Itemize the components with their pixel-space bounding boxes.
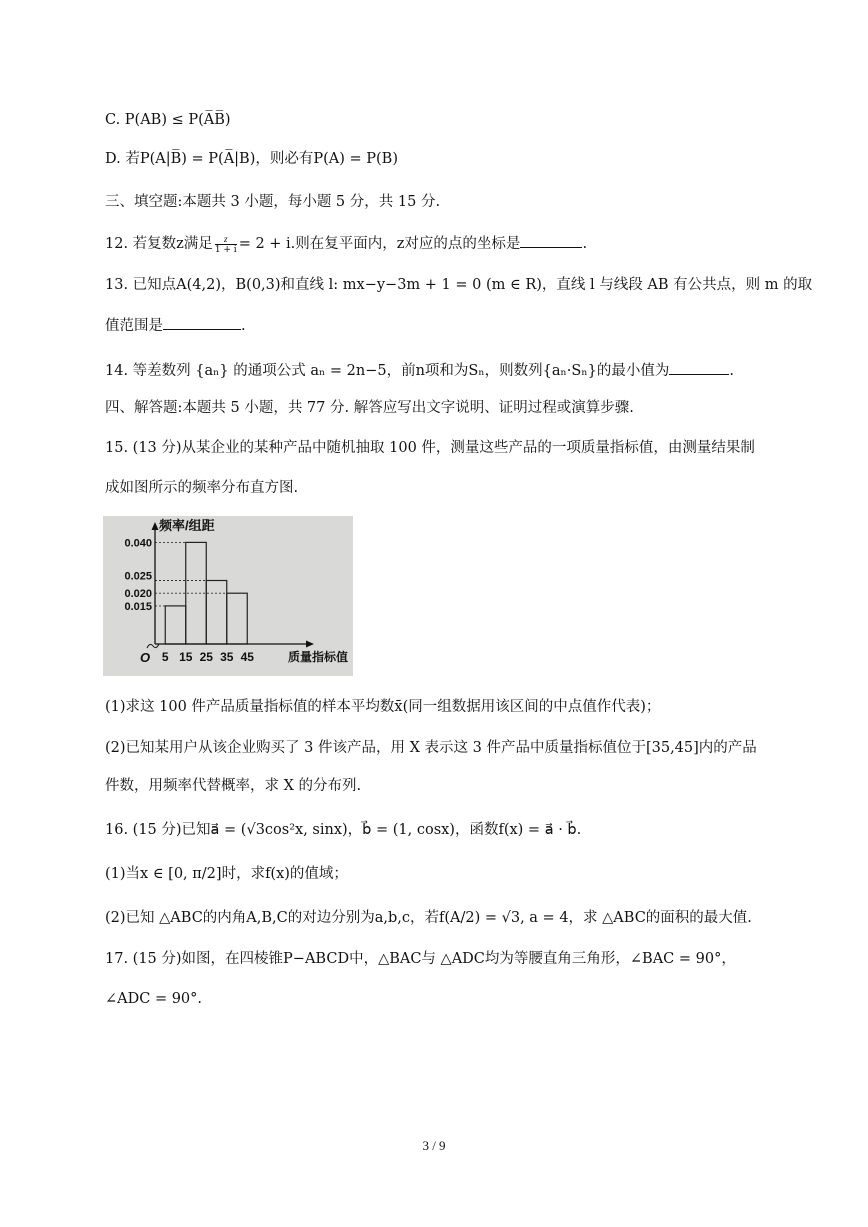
question-15-part1: (1)求这 100 件产品质量指标值的样本平均数x̄(同一组数据用该区间的中点值作代表)； bbox=[105, 699, 661, 715]
question-17-line2: ∠ADC = 90°. bbox=[105, 991, 203, 1007]
q14-text: 14. 等差数列 {aₙ} 的通项公式 aₙ = 2n−5，前n项和为Sₙ，则数列{aₙ·Sₙ}的最小值为 bbox=[105, 363, 670, 379]
q14-end: . bbox=[729, 363, 734, 379]
q12-frac-den: 1 + i bbox=[214, 244, 237, 255]
x-axis-arrow bbox=[306, 641, 314, 648]
q13-end: . bbox=[241, 318, 246, 334]
histogram-svg bbox=[103, 516, 353, 676]
question-15-part2-line2: 件数，用频率代替概率，求 X 的分布列. bbox=[105, 778, 362, 794]
q13-text-b: 值范围是 bbox=[105, 318, 163, 334]
question-15-part2-line1: (2)已知某用户从该企业购买了 3 件该产品，用 X 表示这 3 件产品中质量指标值位于[35,45]内的产品 bbox=[105, 740, 757, 756]
q12-text-a: 12. 若复数z满足 bbox=[105, 236, 213, 252]
question-17-line1: 17. (15 分)如图，在四棱锥P−ABCD中，△BAC与 △ADC均为等腰直角三角形，∠BAC = 90°， bbox=[105, 951, 736, 967]
question-15-line2: 成如图所示的频率分布直方图. bbox=[105, 480, 299, 496]
origin-label: O bbox=[139, 650, 151, 665]
histogram-bar-4 bbox=[227, 593, 248, 644]
y-tick-label-1: 0.015 bbox=[124, 600, 152, 613]
q12-end: . bbox=[582, 236, 588, 252]
option-c: C. P(AB) ≤ P(A̅B̅) bbox=[105, 112, 231, 128]
y-axis-arrow bbox=[152, 522, 159, 530]
question-16-part2: (2)已知 △ABC的内角A,B,C的对边分别为a,b,c，若f(A/2) = √3, a = 4，求 △ABC的面积的最大值. bbox=[105, 910, 752, 926]
q13-answer-blank[interactable] bbox=[163, 315, 241, 330]
x-tick-label-2: 15 bbox=[179, 650, 193, 664]
q12-answer-blank[interactable] bbox=[520, 233, 582, 248]
q12-text-b: = 2 + i.则在复平面内，z对应的点的坐标是 bbox=[238, 236, 521, 252]
q12-frac-num: z bbox=[215, 234, 237, 245]
histogram-bar-1 bbox=[165, 606, 186, 644]
question-13-line1: 13. 已知点A(4,2)，B(0,3)和直线 l: mx−y−3m + 1 = 0 (m ∈ R)，直线 l 与线段 AB 有公共点，则 m 的取 bbox=[105, 277, 813, 293]
x-tick-label-5: 45 bbox=[240, 650, 254, 664]
y-tick-label-2: 0.020 bbox=[124, 588, 152, 601]
section-3-heading: 三、填空题:本题共 3 小题，每小题 5 分，共 15 分. bbox=[105, 194, 441, 210]
section-4-heading: 四、解答题:本题共 5 小题，共 77 分. 解答应写出文字说明、证明过程或演算步骤. bbox=[105, 400, 634, 416]
y-tick-label-4: 0.040 bbox=[124, 537, 152, 550]
question-16-part1: (1)当x ∈ [0, π/2]时，求f(x)的值域； bbox=[105, 866, 348, 882]
histogram-bar-3 bbox=[206, 581, 227, 645]
page-number: 3 / 9 bbox=[422, 1138, 446, 1153]
x-tick-label-3: 25 bbox=[199, 650, 213, 664]
q12-fraction bbox=[215, 234, 237, 255]
question-12 bbox=[105, 233, 587, 255]
q14-answer-blank[interactable] bbox=[669, 360, 729, 375]
x-tick-label-1: 5 bbox=[161, 650, 169, 664]
option-d: D. 若P(A|B̅) = P(A̅|B)，则必有P(A) = P(B) bbox=[105, 151, 398, 167]
frequency-histogram bbox=[103, 516, 353, 676]
y-tick-label-3: 0.025 bbox=[124, 570, 152, 583]
x-tick-label-4: 35 bbox=[220, 650, 234, 664]
question-13-line2 bbox=[105, 315, 246, 336]
question-14 bbox=[105, 360, 734, 381]
question-16: 16. (15 分)已知a⃗ = (√3cos²x, sinx)，b⃗ = (1, cosx)，函数f(x) = a⃗ · b⃗. bbox=[105, 822, 582, 838]
y-axis-title: 频率/组距 bbox=[159, 518, 215, 533]
question-15-line1: 15. (13 分)从某企业的某种产品中随机抽取 100 件，测量这些产品的一项质量指标值，由测量结果制 bbox=[105, 440, 755, 456]
x-axis-title: 质量指标值 bbox=[287, 650, 349, 664]
